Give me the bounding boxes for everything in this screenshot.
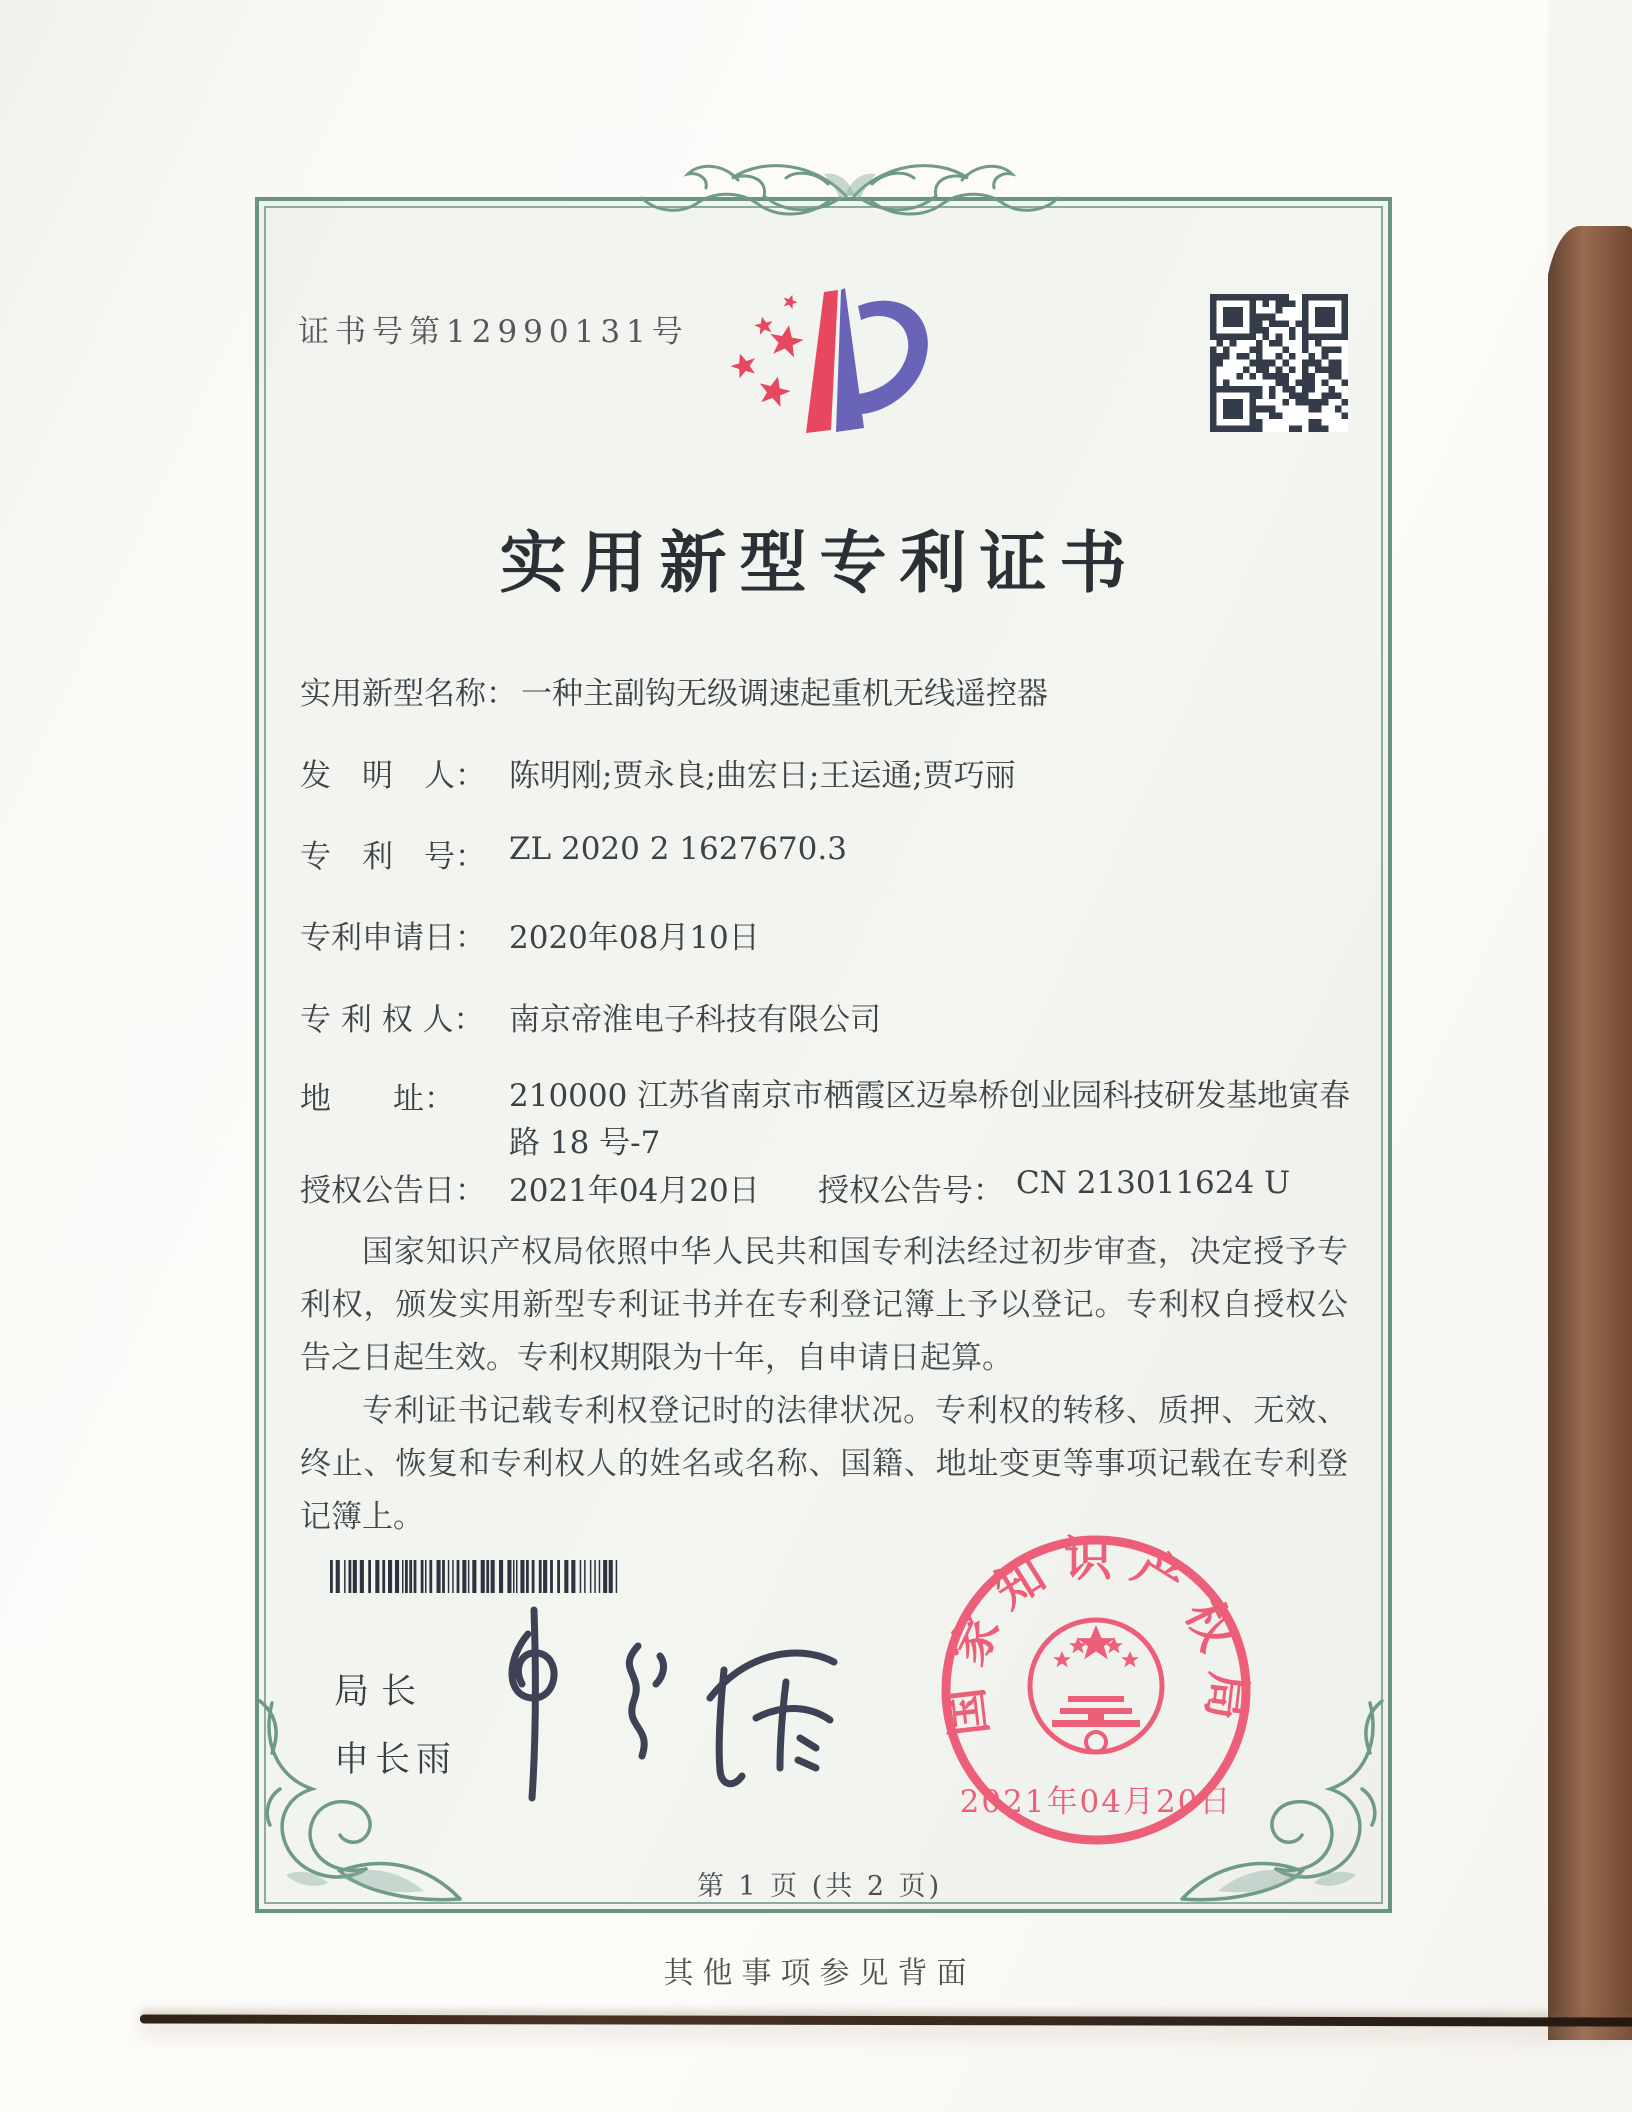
field-utility-model-name — [300, 668, 1048, 713]
certificate-title: 实用新型专利证书 — [499, 523, 1140, 602]
field-label: 授权公告日： — [300, 1173, 486, 1209]
field-value: 陈明刚;贾永良;曲宏日;王运通;贾巧丽 — [509, 758, 1016, 794]
certificate-number: 证书号第12990131号 — [298, 314, 689, 350]
field-label: 专 利 号： — [300, 839, 486, 875]
field-label: 发 明 人： — [300, 758, 486, 794]
field-value: 一种主副钩无级调速起重机无线遥控器 — [521, 676, 1048, 712]
director-name: 申长雨 — [334, 1740, 458, 1780]
official-seal-icon — [930, 1524, 1262, 1856]
field-value: 210000 江苏省南京市栖霞区迈皋桥创业园科技研发基地寅春路 18 号-7 — [509, 1078, 1351, 1161]
field-filing-date — [300, 912, 760, 957]
field-value: 2021年04月20日 — [509, 1173, 760, 1209]
cnipa-logo-icon — [724, 280, 939, 468]
director-title: 局长 — [334, 1672, 429, 1712]
page-indicator: 第 1 页 (共 2 页) — [696, 1871, 943, 1902]
field-inventors — [300, 750, 1016, 795]
field-value: CN 213011624 U — [1016, 1165, 1291, 1201]
field-label: 专利申请日： — [300, 920, 486, 956]
director-signature — [462, 1598, 942, 1816]
field-label: 实用新型名称： — [300, 676, 517, 712]
seal-ring-text: 国家知识产权局 — [935, 1530, 1257, 1739]
top-border-ornament-icon — [632, 134, 1068, 252]
field-value: 2020年08月10日 — [509, 920, 760, 956]
folder-edge — [1544, 226, 1632, 2040]
field-grant-number — [818, 1165, 1290, 1210]
field-label: 地 址： — [300, 1081, 455, 1117]
field-grant-row — [300, 1165, 1291, 1210]
field-address — [300, 1073, 1354, 1167]
national-emblem-icon — [1030, 1620, 1162, 1752]
field-label: 专 利 权 人： — [300, 1002, 485, 1038]
field-value: ZL 2020 2 1627670.3 — [509, 831, 847, 867]
seal-date: 2021年04月20日 — [959, 1784, 1233, 1820]
barcode-icon — [330, 1560, 622, 1593]
legal-text — [300, 1226, 1348, 1544]
field-label: 授权公告号： — [818, 1173, 1004, 1209]
field-value: 南京帝淮电子科技有限公司 — [509, 1002, 881, 1038]
field-patentee — [300, 994, 881, 1039]
field-patent-number — [300, 831, 847, 876]
legal-paragraph: 专利证书记载专利权登记时的法律状况。专利权的转移、质押、无效、终止、恢复和专利权人的姓名或名称、国籍、地址变更等事项记载在专利登记簿上。 — [300, 1393, 1348, 1535]
legal-paragraph: 国家知识产权局依照中华人民共和国专利法经过初步审查，决定授予专利权，颁发实用新型专利证书并在专利登记簿上予以登记。专利权自授权公告之日起生效。专利权期限为十年，自申请日起算。 — [300, 1234, 1348, 1376]
qr-code-icon — [1210, 294, 1348, 432]
back-side-note: 其他事项参见背面 — [663, 1956, 976, 1991]
